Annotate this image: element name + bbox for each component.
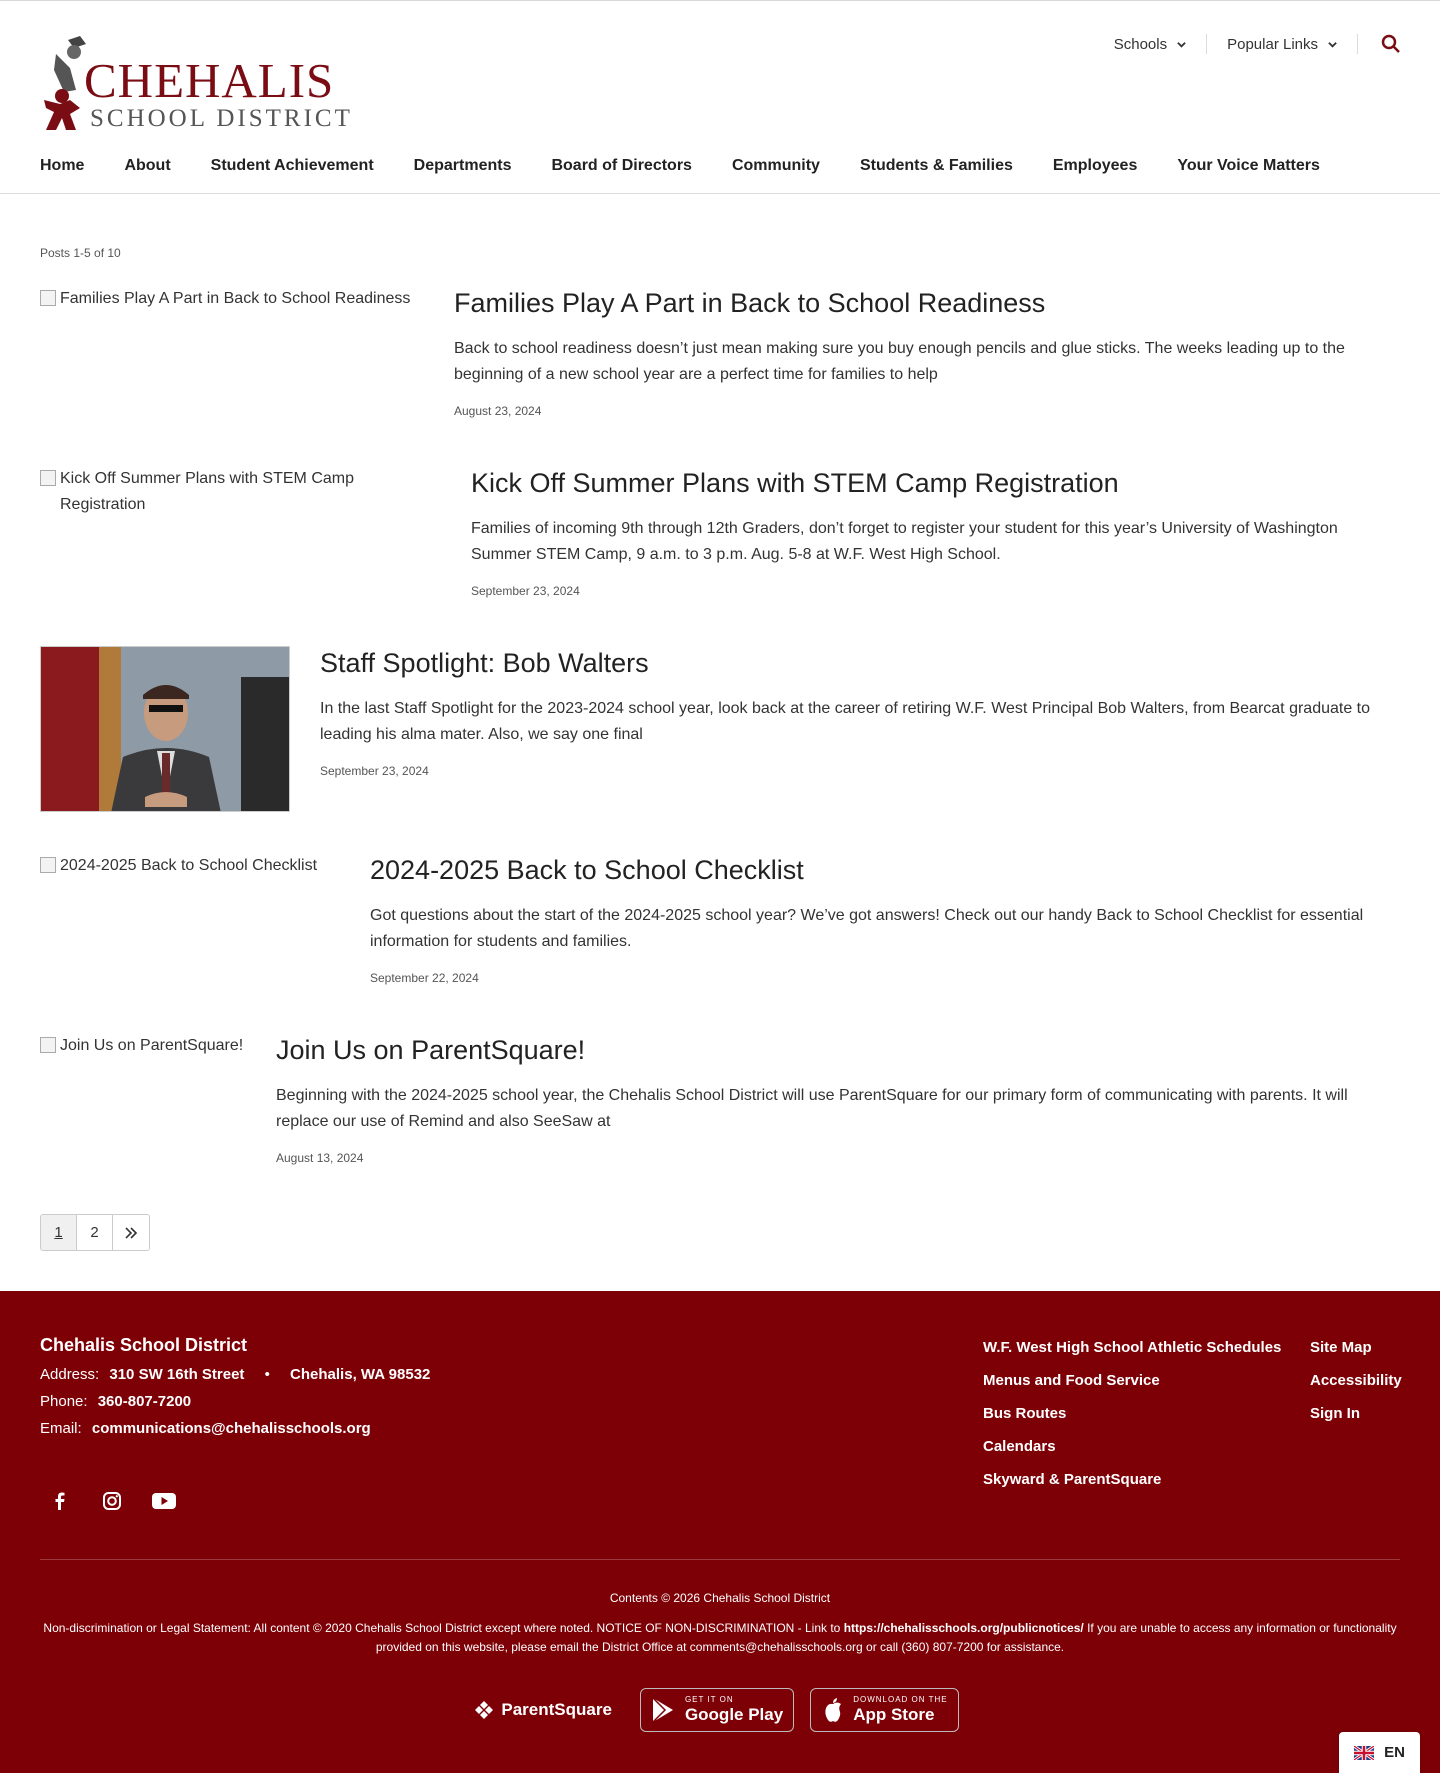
post-item bbox=[40, 646, 1400, 816]
double-chevron-right-icon bbox=[124, 1226, 138, 1240]
thumbnail-alt-text: Families Play A Part in Back to School Readiness bbox=[60, 290, 411, 307]
nav-home[interactable]: Home bbox=[40, 157, 85, 174]
post-body bbox=[471, 466, 1400, 598]
post-thumbnail[interactable] bbox=[40, 286, 430, 312]
address-city: Chehalis, WA 98532 bbox=[290, 1366, 431, 1383]
main-navigation bbox=[40, 151, 1320, 181]
nav-students-families[interactable]: Students & Families bbox=[859, 157, 1013, 174]
language-label: EN bbox=[1384, 1744, 1405, 1761]
footer-link-menus[interactable]: Menus and Food Service bbox=[983, 1372, 1160, 1389]
app-store-badge[interactable] bbox=[810, 1688, 958, 1732]
email-label: Email: bbox=[40, 1420, 82, 1437]
post-body bbox=[276, 1033, 1400, 1165]
app-store-big: App Store bbox=[853, 1705, 935, 1724]
post-title[interactable]: 2024-2025 Back to School Checklist bbox=[370, 855, 804, 885]
post-date: August 23, 2024 bbox=[454, 404, 542, 418]
facebook-icon bbox=[50, 1491, 70, 1511]
post-title[interactable]: Join Us on ParentSquare! bbox=[276, 1035, 586, 1065]
address-label: Address: bbox=[40, 1366, 100, 1383]
nav-your-voice-matters[interactable]: Your Voice Matters bbox=[1177, 157, 1320, 174]
divider bbox=[1357, 34, 1358, 54]
footer-links-primary bbox=[983, 1331, 1281, 1496]
footer-link-skyward-parentsquare[interactable]: Skyward & ParentSquare bbox=[983, 1471, 1162, 1488]
broken-image-icon bbox=[40, 1037, 56, 1053]
google-play-badge[interactable] bbox=[640, 1688, 794, 1732]
post-thumbnail[interactable] bbox=[40, 1033, 255, 1059]
page-1-button[interactable]: 1 bbox=[41, 1215, 77, 1250]
footer-org-name: Chehalis School District bbox=[40, 1335, 248, 1355]
google-play-big: Google Play bbox=[684, 1705, 784, 1724]
parentsquare-label: ParentSquare bbox=[501, 1700, 612, 1719]
thumbnail-alt-text: Kick Off Summer Plans with STEM Camp Registration bbox=[60, 470, 354, 513]
footer-links-secondary bbox=[1310, 1331, 1402, 1430]
post-body bbox=[320, 646, 1400, 778]
apple-icon bbox=[821, 1696, 845, 1724]
utility-nav bbox=[1094, 31, 1404, 57]
app-store-small: DOWNLOAD ON THE bbox=[853, 1695, 948, 1704]
footer-legal-statement bbox=[40, 1619, 1400, 1657]
logo-title: CHEHALIS bbox=[84, 53, 335, 108]
footer-link-site-map[interactable]: Site Map bbox=[1310, 1339, 1372, 1356]
nav-community[interactable]: Community bbox=[731, 157, 820, 174]
instagram-icon bbox=[102, 1491, 122, 1511]
google-play-small: GET IT ON bbox=[684, 1695, 734, 1704]
post-body bbox=[454, 286, 1400, 418]
post-thumbnail-photo[interactable] bbox=[40, 646, 290, 812]
facebook-link[interactable] bbox=[40, 1481, 80, 1521]
post-item bbox=[40, 1033, 1400, 1183]
schools-dropdown[interactable] bbox=[1094, 31, 1206, 57]
chevron-down-icon bbox=[1328, 40, 1337, 49]
language-selector[interactable] bbox=[1339, 1732, 1420, 1773]
post-count: Posts 1-5 of 10 bbox=[40, 246, 121, 260]
footer-link-sign-in[interactable]: Sign In bbox=[1310, 1405, 1360, 1422]
footer-link-calendars[interactable]: Calendars bbox=[983, 1438, 1056, 1455]
post-excerpt: In the last Staff Spotlight for the 2023-2024 school year, look back at the career of retiring W.F. West Principal Bob Walters, from Bearcat graduate to leading his alma mater. Also, we say one final bbox=[320, 700, 1371, 743]
address-street: 310 SW 16th Street bbox=[109, 1366, 245, 1383]
social-links bbox=[40, 1481, 196, 1521]
instagram-link[interactable] bbox=[92, 1481, 132, 1521]
legal-text-end: If you are unable to access any information or functionality provided on this website, please email the District Office at comments@chehalisschools.org or call (360) 807-7200 for assistance. bbox=[375, 1621, 1397, 1654]
post-title[interactable]: Kick Off Summer Plans with STEM Camp Registration bbox=[471, 468, 1119, 498]
thumbnail-alt-text: 2024-2025 Back to School Checklist bbox=[60, 857, 318, 874]
email-link[interactable]: communications@chehalisschools.org bbox=[91, 1420, 371, 1437]
phone-link[interactable]: 360-807-7200 bbox=[97, 1393, 192, 1410]
popular-links-label: Popular Links bbox=[1227, 35, 1318, 53]
post-title[interactable]: Staff Spotlight: Bob Walters bbox=[320, 648, 649, 678]
post-item bbox=[40, 466, 1400, 616]
post-excerpt: Back to school readiness doesn’t just mean making sure you buy enough pencils and glue sticks. The weeks leading up to the beginning of a new school year are a perfect time for families to help bbox=[454, 340, 1345, 383]
phone-label: Phone: bbox=[40, 1393, 88, 1410]
post-item bbox=[40, 853, 1400, 1003]
nav-board-of-directors[interactable]: Board of Directors bbox=[551, 157, 692, 174]
nav-employees[interactable]: Employees bbox=[1052, 157, 1138, 174]
search-button[interactable] bbox=[1378, 31, 1404, 57]
next-page-button[interactable] bbox=[113, 1215, 149, 1250]
post-date: September 22, 2024 bbox=[370, 971, 479, 985]
footer-address bbox=[40, 1366, 430, 1383]
post-date: September 23, 2024 bbox=[320, 764, 429, 778]
address-separator: • bbox=[264, 1366, 270, 1383]
popular-links-dropdown[interactable] bbox=[1207, 31, 1357, 57]
site-footer bbox=[0, 1291, 1440, 1773]
post-item bbox=[40, 286, 1400, 436]
post-excerpt: Got questions about the start of the 2024-2025 school year? We’ve got answers! Check out our handy Back to School Checklist for essential information for students and families. bbox=[370, 907, 1364, 950]
chevron-down-icon bbox=[1177, 40, 1186, 49]
post-excerpt: Families of incoming 9th through 12th Graders, don’t forget to register your student for this year’s University of Washington Summer STEM Camp, 9 a.m. to 3 p.m. Aug. 5-8 at W.F. West High School. bbox=[471, 520, 1338, 563]
nav-student-achievement[interactable]: Student Achievement bbox=[210, 157, 374, 174]
footer-link-athletic-schedules[interactable]: W.F. West High School Athletic Schedules bbox=[983, 1339, 1282, 1356]
site-header bbox=[0, 1, 1440, 194]
post-thumbnail[interactable] bbox=[40, 466, 390, 518]
post-date: August 13, 2024 bbox=[276, 1151, 364, 1165]
broken-image-icon bbox=[40, 290, 56, 306]
pagination bbox=[40, 1214, 150, 1251]
youtube-link[interactable] bbox=[144, 1481, 184, 1521]
parentsquare-link[interactable] bbox=[473, 1699, 612, 1721]
broken-image-icon bbox=[40, 857, 56, 873]
footer-copyright: Contents © 2026 Chehalis School District bbox=[609, 1591, 831, 1605]
post-thumbnail[interactable] bbox=[40, 853, 350, 879]
legal-text-start: Non-discrimination or Legal Statement: All content © 2020 Chehalis School District except where noted. NOTICE OF NON-DISCRIMINATION - Link to bbox=[43, 1621, 844, 1635]
footer-email bbox=[40, 1420, 371, 1437]
nav-departments[interactable]: Departments bbox=[413, 157, 512, 174]
post-date: September 23, 2024 bbox=[471, 584, 580, 598]
footer-link-accessibility[interactable]: Accessibility bbox=[1310, 1372, 1402, 1389]
parentsquare-icon bbox=[473, 1699, 495, 1721]
broken-image-icon bbox=[40, 470, 56, 486]
schools-label: Schools bbox=[1113, 35, 1168, 53]
search-icon bbox=[1381, 34, 1401, 54]
youtube-icon bbox=[152, 1492, 176, 1510]
post-title[interactable]: Families Play A Part in Back to School Readiness bbox=[454, 288, 1046, 318]
page-2-button[interactable]: 2 bbox=[77, 1215, 113, 1250]
app-links bbox=[0, 1688, 1440, 1732]
district-logo[interactable] bbox=[40, 34, 353, 132]
public-notices-link[interactable]: https://chehalisschools.org/publicnotices/ bbox=[843, 1621, 1084, 1635]
footer-divider bbox=[40, 1559, 1400, 1560]
uk-flag-icon bbox=[1354, 1746, 1374, 1760]
post-body bbox=[370, 853, 1400, 985]
staff-photo-image bbox=[41, 647, 290, 812]
post-excerpt: Beginning with the 2024-2025 school year, the Chehalis School District will use ParentSquare for our primary form of communicating with parents. It will replace our use of Remind and also SeeSaw at bbox=[276, 1087, 1348, 1130]
logo-subtitle: SCHOOL DISTRICT bbox=[90, 105, 353, 132]
google-play-icon bbox=[651, 1696, 677, 1724]
footer-phone bbox=[40, 1393, 191, 1410]
nav-about[interactable]: About bbox=[124, 157, 171, 174]
footer-link-bus-routes[interactable]: Bus Routes bbox=[983, 1405, 1067, 1422]
thumbnail-alt-text: Join Us on ParentSquare! bbox=[60, 1037, 244, 1054]
